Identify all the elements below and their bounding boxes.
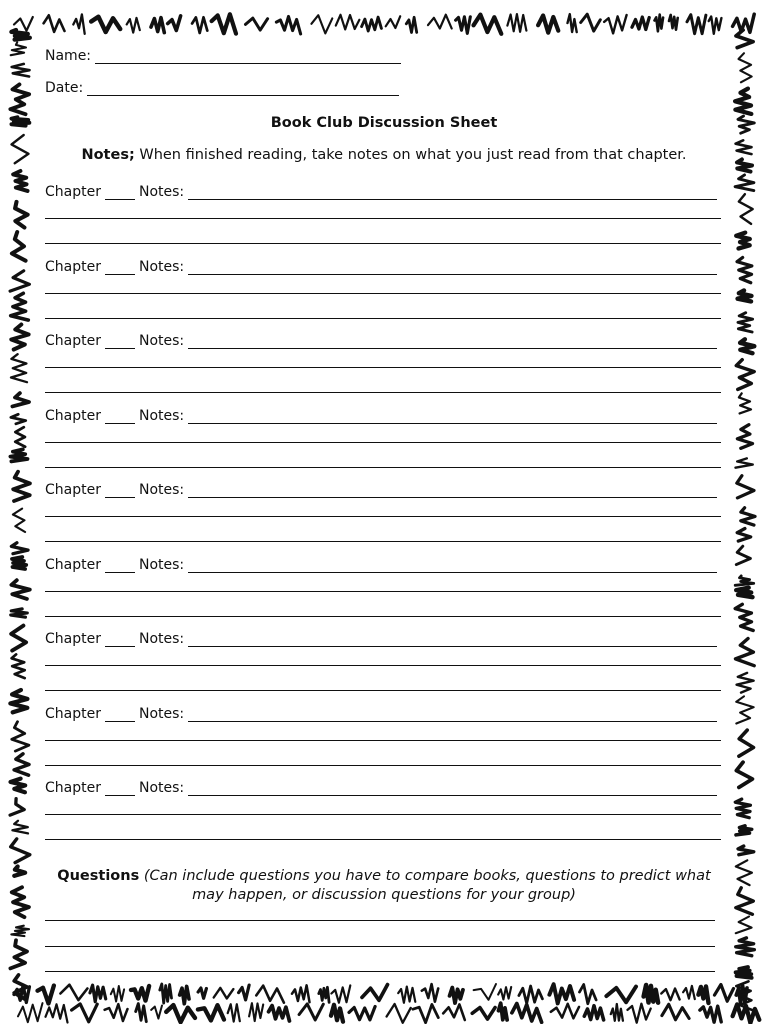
- chapter-row: [45, 553, 717, 573]
- chapter-row: [45, 404, 717, 424]
- instructions-text: When finished reading, take notes on what you just read from that chapter.: [134, 147, 687, 163]
- date-field[interactable]: [45, 76, 399, 96]
- notes-line[interactable]: [45, 616, 721, 617]
- chapter-block: [45, 180, 723, 250]
- notes-line[interactable]: [188, 185, 717, 200]
- notes-label: Notes:: [138, 556, 185, 573]
- chapter-label: Chapter: [45, 333, 101, 349]
- notes-line[interactable]: [188, 409, 717, 424]
- notes-line[interactable]: [45, 243, 721, 244]
- chapter-row: [45, 329, 717, 349]
- chapter-number-blank[interactable]: [105, 260, 135, 275]
- chapter-number-blank[interactable]: [105, 409, 135, 424]
- page-title: Book Club Discussion Sheet: [270, 115, 498, 131]
- chapter-row: [45, 627, 717, 647]
- chapter-number-blank[interactable]: [105, 483, 135, 498]
- chapter-number-blank[interactable]: [105, 558, 135, 573]
- notes-line[interactable]: [45, 591, 721, 592]
- chapter-number-blank[interactable]: [105, 632, 135, 647]
- chapter-block: [45, 329, 723, 399]
- notes-line[interactable]: [45, 665, 721, 666]
- chapter-label: Chapter: [45, 184, 101, 200]
- notes-line[interactable]: [188, 483, 717, 498]
- chapter-number-blank[interactable]: [105, 334, 135, 349]
- notes-line[interactable]: [45, 814, 721, 815]
- chapter-label: Chapter: [45, 631, 101, 647]
- notes-label: Notes:: [138, 333, 185, 349]
- chapter-label: Chapter: [45, 705, 101, 722]
- chapter-number-blank[interactable]: [105, 781, 135, 796]
- notes-label: Notes:: [138, 631, 185, 647]
- notes-line[interactable]: [188, 781, 717, 796]
- chapter-row: [45, 776, 717, 796]
- instructions-bold: Notes;: [81, 147, 135, 163]
- chapter-label: Chapter: [45, 556, 101, 573]
- chapter-block: [45, 776, 723, 846]
- chapter-row: [45, 255, 717, 275]
- date-label: Date:: [45, 80, 84, 96]
- notes-line[interactable]: [45, 765, 721, 766]
- chapter-row: [45, 180, 717, 200]
- notes-line[interactable]: [188, 707, 717, 722]
- notes-label: Notes:: [138, 780, 185, 796]
- chapter-block: [45, 404, 723, 474]
- chapter-block: [45, 702, 723, 772]
- notes-label: Notes:: [138, 258, 185, 275]
- notes-line[interactable]: [45, 541, 721, 542]
- chapter-block: [45, 553, 723, 623]
- name-blank[interactable]: [95, 49, 401, 64]
- name-field[interactable]: [45, 44, 401, 64]
- chapter-number-blank[interactable]: [105, 707, 135, 722]
- chapter-label: Chapter: [45, 258, 101, 275]
- notes-label: Notes:: [138, 407, 185, 424]
- notes-line[interactable]: [188, 260, 717, 275]
- question-line[interactable]: [45, 971, 715, 972]
- name-label: Name:: [45, 48, 92, 64]
- notes-line[interactable]: [45, 740, 721, 741]
- chapter-row: [45, 702, 717, 722]
- notes-line[interactable]: [188, 632, 717, 647]
- chapter-label: Chapter: [45, 407, 101, 424]
- chapter-label: Chapter: [45, 482, 101, 498]
- notes-line[interactable]: [45, 839, 721, 840]
- notes-line[interactable]: [45, 516, 721, 517]
- date-blank[interactable]: [87, 81, 399, 96]
- notes-line[interactable]: [45, 442, 721, 443]
- notes-line[interactable]: [45, 218, 721, 219]
- chapter-block: [45, 478, 723, 548]
- question-line[interactable]: [45, 920, 715, 921]
- notes-line[interactable]: [188, 558, 717, 573]
- chapter-block: [45, 255, 723, 325]
- notes-label: Notes:: [138, 184, 185, 200]
- notes-line[interactable]: [45, 367, 721, 368]
- questions-bold: Questions: [57, 868, 140, 884]
- chapter-block: [45, 627, 723, 697]
- questions-italic: (Can include questions you have to compare books, questions to predict what may happen, or discussion questions for your group): [139, 868, 711, 903]
- notes-line[interactable]: [45, 467, 721, 468]
- instructions: [40, 147, 728, 163]
- chapter-row: [45, 478, 717, 498]
- questions-heading: [45, 867, 723, 905]
- chapter-label: Chapter: [45, 780, 101, 796]
- chapter-number-blank[interactable]: [105, 185, 135, 200]
- notes-line[interactable]: [45, 392, 721, 393]
- notes-line[interactable]: [188, 334, 717, 349]
- notes-line[interactable]: [45, 318, 721, 319]
- notes-label: Notes:: [138, 705, 185, 722]
- notes-line[interactable]: [45, 690, 721, 691]
- notes-label: Notes:: [138, 482, 185, 498]
- notes-line[interactable]: [45, 293, 721, 294]
- question-line[interactable]: [45, 946, 715, 947]
